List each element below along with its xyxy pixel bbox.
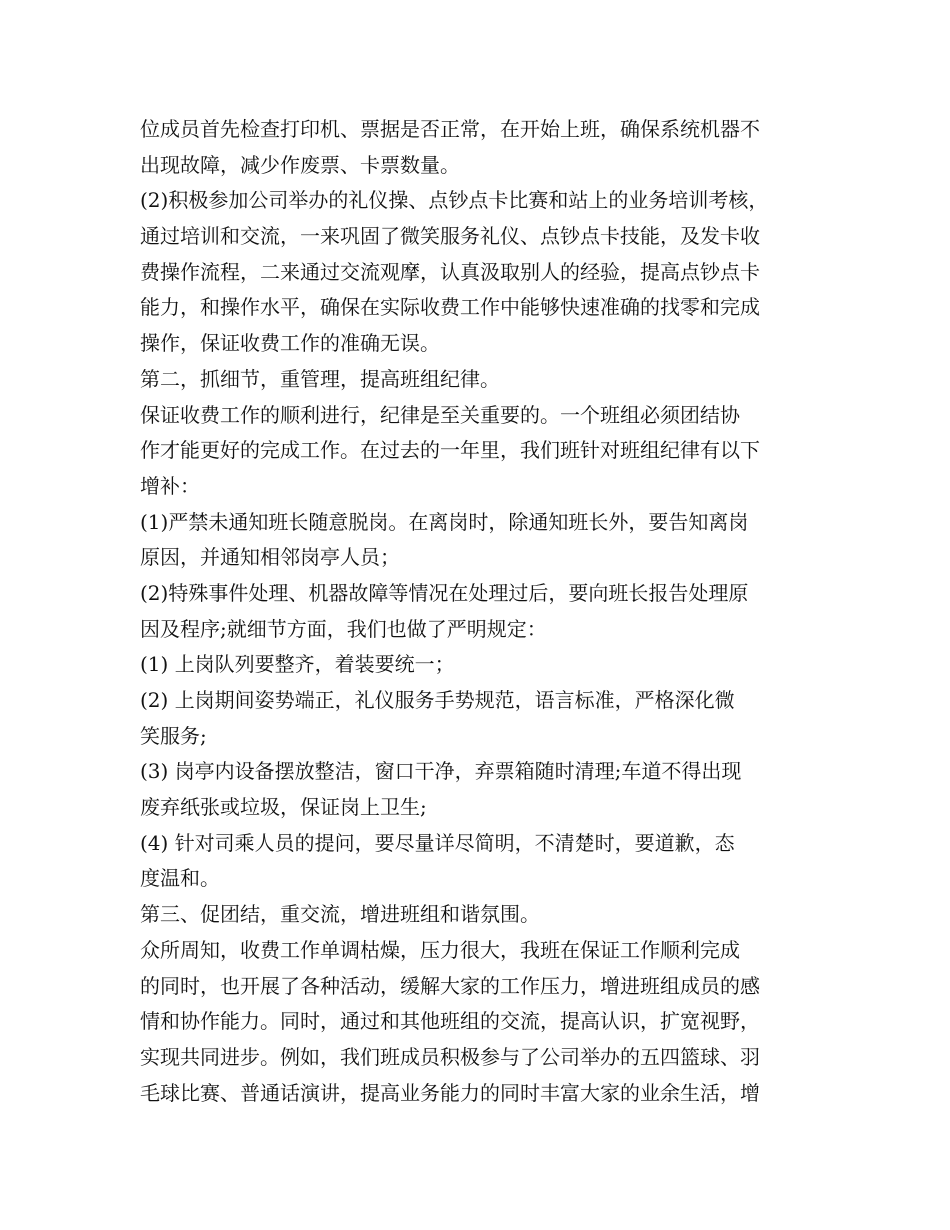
- text-line: 通过培训和交流，一来巩固了微笑服务礼仪、点钞点卡技能，及发卡收: [140, 224, 760, 249]
- text-line: (4) 针对司乘人员的提问，要尽量详尽简明，不清楚时，要道歉，态: [140, 830, 735, 855]
- text-line: 的同时，也开展了各种活动，缓解大家的工作压力，增进班组成员的感: [140, 973, 760, 998]
- text-line: 实现共同进步。例如，我们班成员积极参与了公司举办的五四篮球、羽: [140, 1044, 760, 1069]
- text-line: 因及程序;就细节方面，我们也做了严明规定：: [140, 616, 547, 641]
- section-heading: 第三、促团结，重交流，增进班组和谐氛围。: [140, 902, 540, 927]
- text-line: 能力，和操作水平，确保在实际收费工作中能够快速准确的找零和完成: [140, 295, 760, 320]
- text-line: (2)特殊事件处理、机器故障等情况在处理过后，要向班长报告处理原: [140, 580, 749, 605]
- text-line: 保证收费工作的顺利进行，纪律是至关重要的。一个班组必须团结协: [140, 402, 740, 427]
- text-line: (3) 岗亭内设备摆放整洁，窗口干净，弃票箱随时清理;车道不得出现: [140, 759, 742, 784]
- section-heading: 第二，抓细节，重管理，提高班组纪律。: [140, 366, 500, 391]
- text-line: 增补：: [140, 473, 200, 498]
- text-line: 出现故障，减少作废票、卡票数量。: [140, 152, 460, 177]
- text-line: (2) 上岗期间姿势端正，礼仪服务手势规范，语言标准，严格深化微: [140, 688, 735, 712]
- text-line: 作才能更好的完成工作。在过去的一年里，我们班针对班组纪律有以下: [140, 438, 760, 463]
- text-line: (1)严禁未通知班长随意脱岗。在离岗时，除通知班长外，要告知离岗: [140, 509, 749, 534]
- text-line: 情和协作能力。同时，通过和其他班组的交流，提高认识，扩宽视野，: [140, 1009, 760, 1034]
- text-line: 费操作流程，二来通过交流观摩，认真汲取别人的经验，提高点钞点卡: [140, 259, 760, 284]
- text-line: 操作，保证收费工作的准确无误。: [140, 331, 440, 356]
- text-line: 笑服务;: [140, 723, 207, 748]
- text-line: 废弃纸张或垃圾，保证岗上卫生;: [140, 795, 427, 820]
- text-line: 众所周知，收费工作单调枯燥，压力很大，我班在保证工作顺利完成: [140, 937, 740, 962]
- text-line: 原因，并通知相邻岗亭人员；: [140, 545, 400, 570]
- text-line: 毛球比赛、普通话演讲，提高业务能力的同时丰富大家的业余生活，增: [140, 1080, 760, 1105]
- body-text: [140, 112, 830, 1111]
- text-line: 度温和。: [140, 866, 220, 891]
- text-line: 位成员首先检查打印机、票据是否正常，在开始上班，确保系统机器不: [140, 117, 760, 141]
- text-line: (2)积极参加公司举办的礼仪操、点钞点卡比赛和站上的业务培训考核，: [140, 188, 769, 213]
- text-line: (1) 上岗队列要整齐，着装要统一；: [140, 652, 455, 677]
